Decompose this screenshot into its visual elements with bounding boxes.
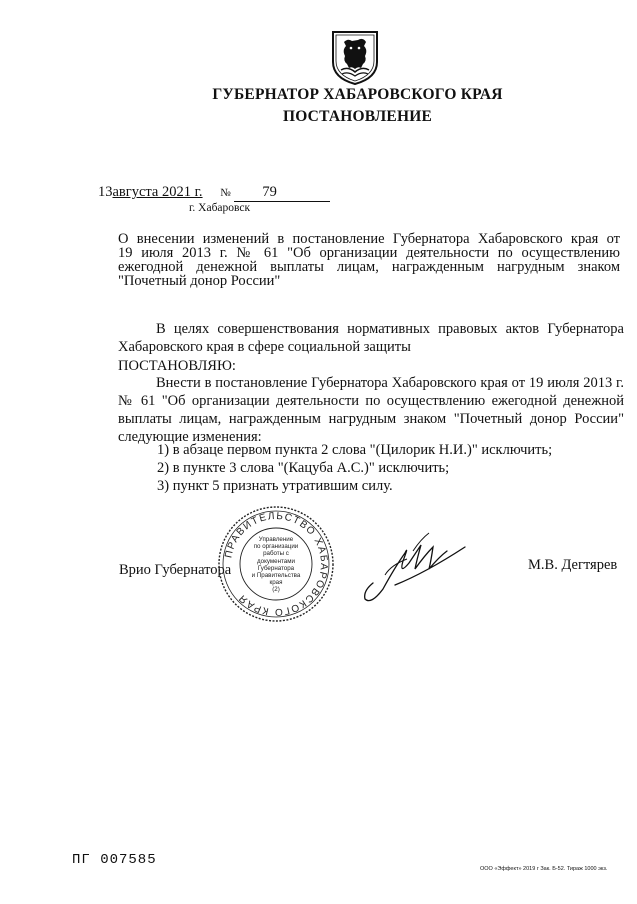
amendment-item: 2) в пункте 3 слова "(Кацуба А.С.)" исключить; [157, 460, 450, 476]
decree-word: ПОСТАНОВЛЯЮ: [118, 358, 236, 374]
registration-line [98, 184, 330, 202]
preamble-paragraph: В целях совершенствования нормативных правовых актов Губернатора Хабаровского края в сфере социальной защиты [118, 321, 624, 355]
stamp-line: и Правительства [251, 572, 301, 580]
amendment-item: 1) в абзаце первом пункта 2 слова "(Цилорик Н.И.)" исключить; [157, 442, 553, 458]
coat-of-arms-icon [330, 28, 380, 86]
subject-line: ежегодной денежной выплаты лицам, награжденным нагрудным знаком [118, 259, 620, 275]
registration-date: августа 2021 г. [112, 184, 203, 200]
stamp-center-text [245, 536, 307, 594]
document-subject [118, 232, 620, 288]
number-label: № [220, 187, 231, 199]
stamp-line: Губернатора [257, 564, 295, 572]
printer-imprint: ООО «Эффект» 2019 г Зак. Б-52. Тираж 1000 экз. [480, 866, 608, 872]
city: г. Хабаровск [189, 202, 251, 214]
subject-line: "Почетный донор России" [118, 273, 281, 289]
subject-line: О внесении изменений в постановление Губернатора Хабаровского края от [118, 231, 620, 247]
stamp-ring-text: ПРАВИТЕЛЬСТВО ХАБАРОВСКОГО КРАЯ [223, 510, 330, 618]
signatory-name: М.В. Дегтярев [528, 557, 618, 573]
registration-number: 79 [234, 184, 330, 202]
stamp-line: края [269, 579, 283, 587]
registration-day: 13 [98, 184, 113, 200]
signatory-role: Врио Губернатора [119, 562, 232, 578]
document-type: ПОСТАНОВЛЕНИЕ [282, 108, 433, 125]
amendment-item: 3) пункт 5 признать утратившим силу. [157, 478, 393, 494]
authority-title: ГУБЕРНАТОР ХАБАРОВСКОГО КРАЯ [212, 86, 503, 103]
stamp-line: (2) [272, 586, 280, 594]
stamp-line: Управление [258, 536, 294, 543]
form-serial-number: ПГ 007585 [72, 852, 157, 868]
stamp-line: по организации [253, 543, 299, 551]
main-paragraph: Внести в постановление Губернатора Хабаровского края от 19 июля 2013 г. № 61 "Об организации деятельности по осуществлению ежегодной денежной выплаты лицам, награжденным нагрудным знаком "Почетный донор России" следующие изменения: [118, 375, 624, 445]
stamp-line: работы с документами [257, 550, 295, 565]
subject-line: 19 июля 2013 г. № 61 "Об организации деятельности по осуществлению [118, 245, 620, 261]
handwritten-signature-icon [355, 525, 470, 605]
